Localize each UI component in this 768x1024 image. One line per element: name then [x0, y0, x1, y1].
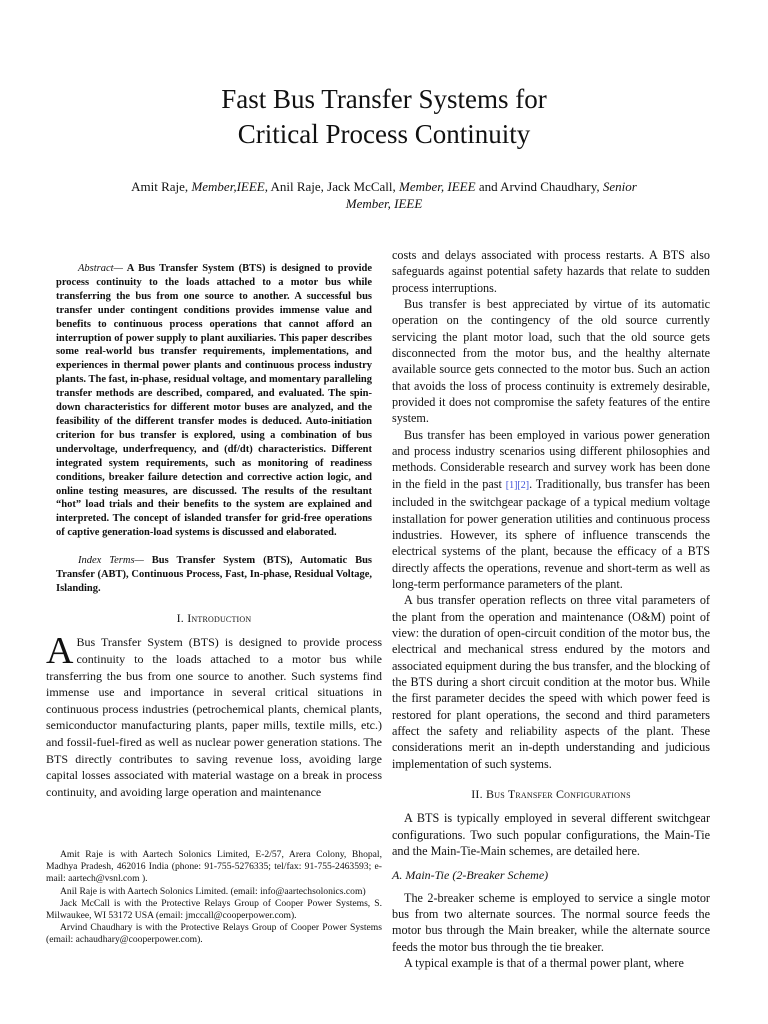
abstract-text: A Bus Transfer System (BTS) is designed to provide process continuity to the loads attached to a motor bus while transferring the bus from one source to another. A successful bus transfer under contingent conditions provides immense value and benefits to continuous process operations that cannot afford an interruption of power supply to plant auxiliaries. This paper describes some real-world bus transfer requirements, implementations, and experiences in thermal power plants and continuous process industry plants. The fast, in-phase, residual voltage, and momentary paralleling transfer methods are described, compared, and evaluated. The spin-down characteristics for different motor buses are analyzed, and the feasibility of the different transfer modes is deduced. Auto-initiation criterion for bus transfer is explored, using a combination of bus undervoltage, underfrequency, and (df/dt) characteristics. Different integrated system requirements, such as monitoring of readiness conditions, breaker failure detection and corrective action logic, and online testing measures, are discussed. The results of the resultant “hot” load trials and their benefits to the system are explained and interpreted. The concept of islanded transfer for grid-free operations of captive generation-load systems is discussed and elaborated.	[56, 263, 372, 539]
author-1-role: Member,IEEE,	[191, 179, 268, 194]
footnote-3: Jack McCall is with the Protective Relays Group of Cooper Power Systems, S. Milwaukee, WI 53172 USA (email: jmccall@cooperpower.com).	[46, 897, 382, 922]
author-3-role: Member, IEEE	[399, 179, 476, 194]
paragraph-automatic-operation: Bus transfer is best appreciated by virtue of its automatic operation on the contingency of the old source currently servicing the plant motor load, such that the old source gets disconnected from the motor bus, and the healthy alternate available source gets connected to the motor bus. Such an action that avoids the loss of process continuity is extremely desirable, provided it does not compromise the safety features of the entire system.	[392, 297, 710, 426]
author-list	[120, 178, 648, 212]
index-terms	[46, 554, 382, 596]
section-heading-configurations: II. Bus Transfer Configurations	[471, 787, 631, 801]
citation-link[interactable]: [1][2]	[505, 479, 530, 491]
subsection-heading-main-tie: A. Main-Tie (2-Breaker Scheme)	[392, 868, 549, 883]
footnote-2: Anil Raje is with Aartech Solonics Limited. (email: info@aartechsolonics.com)	[60, 885, 366, 897]
footnote-4: Arvind Chaudhary is with the Protective Relays Group of Cooper Power Systems (email: achaudhary@cooperpower.com).	[46, 922, 382, 946]
abstract	[46, 262, 382, 540]
title-line-2: Critical Process Continuity	[237, 119, 531, 149]
author-4-role: Senior Member, IEEE	[345, 179, 637, 211]
drop-cap: A	[46, 630, 74, 673]
paper-title	[0, 82, 768, 152]
paragraph-2-breaker: The 2-breaker scheme is employed to service a single motor bus from two alternate sources. The normal source feeds the motor bus through the Main breaker, while the alternate source feeds the motor bus through the tie breaker.	[392, 890, 710, 954]
left-column	[46, 262, 382, 800]
paragraph-parameters: A bus transfer operation reflects on three vital parameters of the plant from the operation and maintenance (O&M) point of view: the duration of open-circuit condition of the motor bus, the electrical and mechanical stress endured by the motors and associated equipment during the bus transfer, and the blocking of the BTS during a short circuit condition at the motor bus. While the first parameter decides the speed with which power feed is restored for plant operations, the second and third parameters affect the safety and reliability aspects of the plant. These considerations merit an in-depth understanding and judicious implementation of such systems.	[392, 593, 710, 771]
author-footnotes	[46, 849, 382, 947]
paragraph-example: A typical example is that of a thermal power plant, where	[404, 956, 684, 971]
index-terms-text: Bus Transfer System (BTS), Automatic Bus Transfer (ABT), Continuous Process, Fast, In-phase, Residual Voltage, Islanding.	[56, 555, 372, 594]
paragraph-history	[392, 427, 710, 592]
footnote-1: Amit Raje is with Aartech Solonics Limited, E-2/57, Arera Colony, Bhopal, Madhya Pradesh, 462016 India (phone: 91-755-5276335; tel/fax: 91-755-2463593; e-mail: aartech@vsnl.com ).	[46, 849, 382, 885]
paragraph-continued: costs and delays associated with process restarts. A BTS also safeguards against potential safety hazards that relate to sudden process interruptions.	[392, 248, 710, 295]
abstract-lead: Abstract—	[78, 263, 123, 274]
author-2-3: Anil Raje, Jack McCall,	[267, 179, 400, 194]
author-1: Amit Raje,	[131, 179, 192, 194]
title-line-1: Fast Bus Transfer Systems for	[221, 84, 547, 114]
index-terms-lead: Index Terms—	[78, 555, 144, 567]
history-text-a: Bus transfer has been employed in various power generation and process industry scenarios using different philosophies and methods. Considerable research and survey work has been done in the field in the past	[392, 427, 710, 491]
author-4: and Arvind Chaudhary,	[475, 179, 603, 194]
paragraph-configurations: A BTS is typically employed in several different switchgear configurations. Two such popular configurations, the Main-Tie and the Main-Tie-Main schemes, are detailed here.	[392, 811, 710, 859]
intro-paragraph	[46, 630, 382, 800]
right-column	[392, 247, 710, 971]
history-text-b: . Traditionally, bus transfer has been included in the switchgear package of a typical medium voltage installation for power generation utilities and continuous process industries. However, its sphere of influence transcends the electrical systems of the plant, because the efficacy of a BTS directly affects the operations, revenue and short-term as well as long-term performance parameters of the plant.	[392, 476, 710, 591]
intro-text: Bus Transfer System (BTS) is designed to provide process continuity to the loads attached to a motor bus while transferring the bus from one source to another. Such systems find immense use and importance in several critical situations in continuous process industries (petrochemical plants, chemical plants, semiconductor manufacturing plants, paper mills, textile mills, etc.) and fossil-fuel-fired as well as nuclear power generation stations. The BTS directly contributes to saving revenue loss, avoiding large capital losses associated with material wastage on a break in process continuity, and avoiding large operation and maintenance	[46, 635, 382, 799]
section-heading-introduction: I. Introduction	[176, 610, 252, 625]
